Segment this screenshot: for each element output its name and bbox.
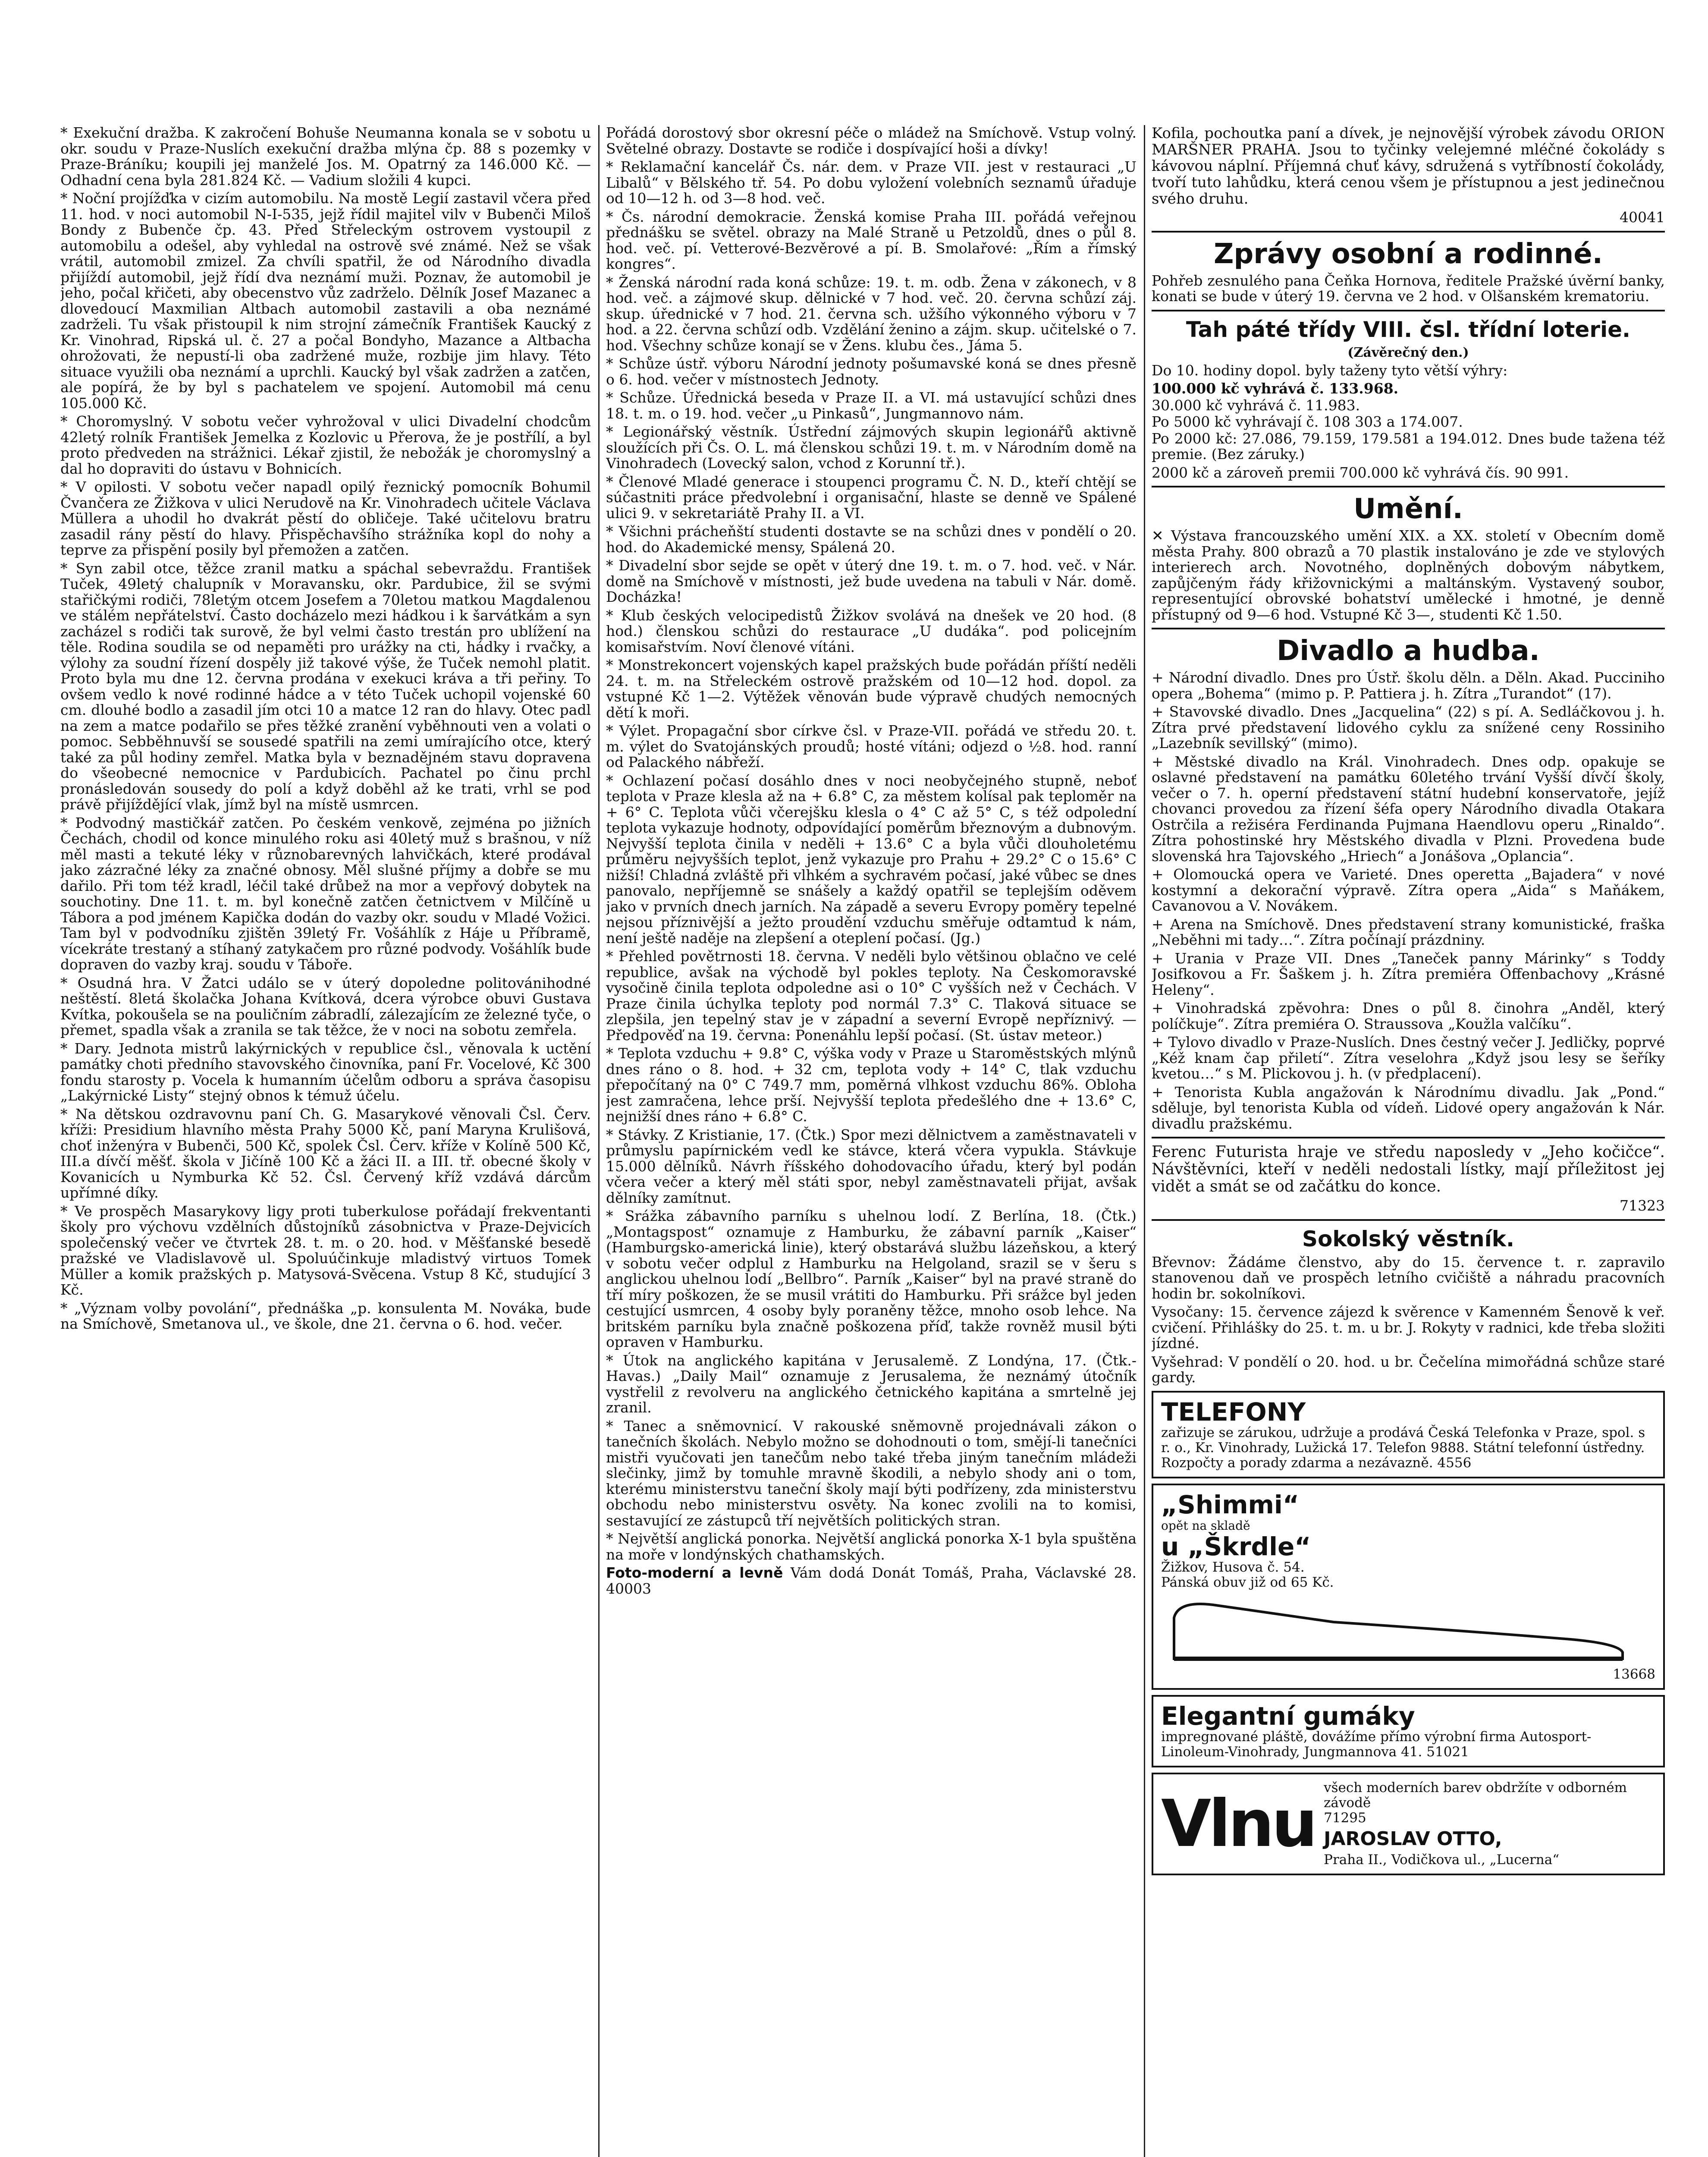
theatre-item: + Urania v Praze VII. Dnes „Taneček panny Márinky“ s Toddy Josifkovou a Fr. Šaškem j. h. Zítra premiéra Offenbachovy „Krásné Heleny“. xyxy=(1152,950,1665,998)
foto-ad xyxy=(606,1565,1137,1597)
column-2 xyxy=(606,125,1137,2157)
article: * Ochlazení počasí dosáhlo dnes v noci neobyčejného stupně, neboť teplota v Praze klesla až na + 6.8° C, za městem kolísal pak teploměr na + 6° C. Teplota vůči včerejšku klesla o 4° C až 5° C, s též odpolední teplota vykazuje hodnoty, odpovídající poměrům březnovým a dubnovým. Nejvyšší teplota činila v neděli + 13.6° C a byla vůči dlouholetému průměru nejvyšších teplot, jenž vykazuje pro Prahu + 29.2° C o 15.6° C nižší! Chladná zvláště při vlhkém a sychravém počasí, jaké vůbec se dnes panovalo, nepříjemně se snášely a každý opatřil se teplejším oděvem jako v prvních dnech jarních. Na západě a severu Evropy poměry tepelné nejsou příznivější a ježto proudění vzduchu směřuje odtamtud k nám, není ještě naděje na zlepšení a oteplení počasí. (Jg.) xyxy=(606,772,1137,946)
telefony-ad-code: 4556 xyxy=(1437,1455,1472,1471)
theatre-item: + Stavovské divadlo. Dnes „Jacquelina“ (22) s pí. A. Sedláčkovou j. h. Zítra prvé představení lidového cyklu za snížené ceny Rossiniho „Lazebník sevillský“ (mimo). xyxy=(1152,703,1665,751)
article: * Syn zabil otce, těžce zranil matku a spáchal sebevraždu. František Tuček, 49letý chalupník v Moravansku, okr. Pardubice, žil se svými stařičkými rodiči, 78letým otcem Josefem a 70letou matkou Magdalenou ve stálém nepřátelství. Často docházelo mezi hádkou i k šarvátkám a syn zacházel s rodiči tak surově, že byl velmi často trestán pro ublížení na těle. Rodina soudila se od nepaměti pro urážky na cti, hádky i rvačky, a výlohy za soudní řízení dospěly již takové výše, že Tuček nemohl platit. Proto byla mu dne 12. června prodána v exekuci kráva a tři peřiny. To ovšem vedlo k nové rodinné hádce a v této Tuček uchopil vojenské 60 cm. dlouhé bodlo a zasadil jím otci 10 a matce 12 ran do hlavy. Otec padl na zem a matce podařilo se přes těžké zranění vyběhnouti ven a volati o pomoc. Sebběhnuvší se sousedé spatřili na zemi umírajícího otce, který také za půl hodiny zemřel. Matka byla v beznadějném stavu dopravena do všeobecné nemocnice v Pardubicích. Pachatel po činu prchl pronásledován sousedy do polí a když doběhl až ke trati, vrhl se pod právě přijíždějící vlak, jímž byl na místě usmrcen. xyxy=(60,560,591,813)
theatre-item: + Národní divadlo. Dnes pro Ústř. školu děln. a Děln. Akad. Pucciniho opera „Bohema“ (mimo p. P. Pattiera j. h. Zítra „Turandot“ (17). xyxy=(1152,669,1665,702)
article: * Klub českých velocipedistů Žižkov svolává na dnešek ve 20 hod. (8 hod.) členskou schůzi do restaurace „U dudáka“. pod policejním komisařstvím. Noví členové vítáni. xyxy=(606,607,1137,655)
vlnu-ad-line1: všech moderních barev obdržíte v odborném závodě xyxy=(1324,1780,1627,1811)
shoe-icon xyxy=(1161,1592,1636,1665)
article: Pohřeb zesnulého pana Čeňka Hornova, ředitele Pražské úvěrní banky, konati se bude v úterý 19. června ve 2 hod. v Olšanském krematoriu. xyxy=(1152,272,1665,305)
column-1 xyxy=(60,125,591,2157)
telefony-ad-text: zařizuje se zárukou, udržuje a prodává Česká Telefonka v Praze, spol. s r. o., Kr. Vinohrady, Lužická 17. Telefon 9888. Státní telefonní ústředny. Rozpočty a porady zdarma a nezávazně. xyxy=(1161,1424,1645,1471)
article: * Noční projížďka v cizím automobilu. Na mostě Legií zastavil včera před 11. hod. v noci automobil N-I-535, jejž řídil majitel vilv v Bubenči Miloš Bondy z Bubenče čp. 43. Před Střeleckým ostrovem vystoupil z automobilu a odešel, aby vyhledal na ostrově své známé. Než se však vrátil, automobil zmizel. Za chvíli spatřil, že od Národního divadla přijíždí automobil, jejž řídí dva neznámí muži. Poznav, že automobil je jeho, počal křičeti, aby obecenstvo vůz zadrželo. Dělník Josef Mazanec a dlovedoucí Maxmilian Altbach automobil zastavili a oba neznámé zadrželi. Tu však přistoupil k nim strojní zámečník František Kaucký z Kr. Vinohrad, Ripská ul. č. 27 a počal Bondyho, Mazance a Altbacha ohrožovati, že nepustí-li oba zadržené muže, rozbije jim hlavy. Této situace využili oba neznámí a uprchli. Kaucký byl však zadržen a zatčen, ale popírá, že by byl s pachatelem ve spojení. Automobil má cenu 105.000 Kč. xyxy=(60,190,591,412)
theatre-item: + Tenorista Kubla angažován k Národnímu divadlu. Jak „Pond.“ sděluje, byl tenorista Kubla od vídeň. Lidové opery angažován k Nár. divadlu pražskému. xyxy=(1152,1083,1665,1132)
vlnu-ad-code: 71295 xyxy=(1324,1810,1366,1826)
article: * Dary. Jednota mistrů lakýrnických v republice čsl., věnovala k uctění památky choti předního stavovského činovníka, paní Fr. Vocelové, Kč 300 fondu starosty p. Vocela k humanním účelům odboru a správa časopisu „Lakýrnické Listy“ stejný obnos k témuž účelu. xyxy=(60,1040,591,1104)
article: Pořádá dorostový sbor okresní péče o mládež na Smíchově. Vstup volný. Světelné obrazy. Dostavte se rodiče i dospívající hoši a dívky! xyxy=(606,125,1137,157)
article: * Exekuční dražba. K zakročení Bohuše Neumanna konala se v sobotu u okr. soudu v Praze-Nuslích exekuční dražba mlýna čp. 88 s pozemky v Praze-Bráníku; koupili jej manželé Jos. M. Opatrný za 146.000 Kč. — Odhadní cena byla 281.824 Kč. — Vadium složili 4 kupci. xyxy=(60,125,591,189)
article: * Divadelní sbor sejde se opět v úterý dne 19. t. m. o 7. hod. več. v Nár. domě na Smíchově v místnosti, jež bude uvedena na tabuli v Nár. domě. Docházka! xyxy=(606,557,1137,605)
telefony-ad xyxy=(1152,1391,1665,1478)
shimmi-ad xyxy=(1152,1484,1665,1690)
article: * Na dětskou ozdravovnu paní Ch. G. Masarykové věnovali Čsl. Červ. kříži: Presidium hlavního města Prahy 5000 Kč, paní Maryna Krulišová, choť inženýra v Bubenči, 500 Kč, spolek Čsl. Červ. kříže v Kolíně 500 Kč, III.a dívčí měšť. škola v Jičíně 100 Kč a žáci II. a III. tř. obecné školy v Kovanicích u Nymburka Kč 52. Čsl. Červený kříž vzdává dárcům upřímné díky. xyxy=(60,1105,591,1201)
gumky-ad-code: 51021 xyxy=(1426,1744,1469,1760)
shimmi-ad-title2: u „Škrdle“ xyxy=(1161,1531,1311,1561)
sokol-item: Břevnov: Žádáme členstvo, aby do 15. července t. r. zapravilo stanovenou daň ve prospěch letního cvičiště a náhradu pracovních hodin br. sokolníkovi. xyxy=(1152,1253,1665,1302)
article: * Výlet. Propagační sbor církve čsl. v Praze-VII. pořádá ve středu 20. t. m. výlet do Svatojánských proudů; hosté vítáni; odjezd o ½8. hod. ranní od Palackého nábřeží. xyxy=(606,722,1137,770)
article: * Členové Mladé generace i stoupenci programu Č. N. D., kteří chtějí se súčastniti práce předvolební i organisační, hlaste se denně ve Spálené ulici 9. v sekretariátě Prahy II. a VI. xyxy=(606,473,1137,522)
article: * Schůze ústř. výboru Národní jednoty pošumavské koná se dnes přesně o 6. hod. večer v místnostech Jednoty. xyxy=(606,355,1137,388)
column-divider xyxy=(598,125,600,2157)
vlnu-ad xyxy=(1152,1773,1665,1875)
article: * Reklamační kancelář Čs. nár. dem. v Praze VII. jest v restauraci „U Libalů“ v Bělského tř. 54. Po dobu vyložení volebních seznamů úřaduje od 10—12 h. od 3—8 hod. več. xyxy=(606,158,1137,207)
foto-ad-text: Vám dodá Donát Tomáš, Praha, Václavské 28. xyxy=(790,1564,1137,1581)
foto-ad-code: 40003 xyxy=(606,1580,651,1597)
article: * Čs. národní demokracie. Ženská komise Praha III. pořádá veřejnou přednášku se světel. obrazy na Malé Straně u Petzoldů, dnes o půl 8. hod. več. pí. Vetterové-Bezvěrové a pí. B. Smolařové: „Řím a římský kongres“. xyxy=(606,208,1137,272)
column-divider xyxy=(1144,125,1145,2157)
loterie-line: Po 5000 kč vyhrávají č. 108 303 a 174.007. xyxy=(1152,413,1463,430)
divider xyxy=(1152,1219,1665,1221)
gumky-ad xyxy=(1152,1695,1665,1767)
section-heading-umeni: Umění. xyxy=(1353,493,1463,525)
article: * Stávky. Z Kristianie, 17. (Čtk.) Spor mezi dělnictvem a zaměstnavateli v průmyslu papírnickém vedl ke stávce, která včera vypukla. Stávkuje 15.000 dělníků. Návrh říšského dohodovacího úřadu, který byl podán včera večer a který měl státi spor, nebyl zaměstnavateli přijat, avšak dělníky zamítnut. xyxy=(606,1126,1137,1206)
telefony-ad-title: TELEFONY xyxy=(1161,1397,1306,1427)
divider xyxy=(1152,486,1665,487)
vlnu-ad-name: JAROSLAV OTTO, xyxy=(1324,1827,1502,1850)
article: * Legionářský věstník. Ústřední zájmových skupin legionářů aktivně sloužících při Čs. O. L. má členskou schůzi 19. t. m. v Národním domě na Vinohradech (Lovecký salon, vchod z Korunní tř.). xyxy=(606,423,1137,472)
article: * Útok na anglického kapitána v Jerusalemě. Z Londýna, 17. (Čtk.-Havas.) „Daily Mail“ oznamuje z Jerusalema, že neznámý útočník vystřelil z revolveru na anglického četnického kapitána a smrtelně jej zranil. xyxy=(606,1352,1137,1416)
shimmi-ad-title: „Shimmi“ xyxy=(1161,1490,1299,1519)
article: * Srážka zábavního parníku s uhelnou lodí. Z Berlína, 18. (Čtk.) „Montagspost“ oznamuje z Hamburku, že zábavní parník „Kaiser“ (Hamburgsko-americká linie), který obstarává službu lázeňskou, a který v sobotu večer odplul z Hamburku na Helgoland, srazil se v šeru s anglickou uhelnou lodí „Bellbro“. Parník „Kaiser“ byl na pravé straně do tří míry poškozen, že se musil vrátiti do Hamburku. Při srážce byl jeden cestující usmrcen, 4 osoby byly poraněny těžce, mnoho osob lehce. Na britském parníku byla značně poškozena příď, takže rovněž musil býti opraven v Hamburku. xyxy=(606,1207,1137,1350)
column-3 xyxy=(1152,125,1665,2157)
loterie-line: Do 10. hodiny dopol. byly taženy tyto větší výhry: xyxy=(1152,362,1508,379)
theatre-item: + Tylovo divadlo v Praze-Nuslích. Dnes čestný večer J. Jedličky, poprvé „Kéž knam čap přiletí“. Zítra veselohra „Když jsou lesy se šeříky kvetou…“ s M. Plickovou j. h. (v předplacení). xyxy=(1152,1034,1665,1082)
shimmi-ad-text: Žižkov, Husova č. 54. xyxy=(1161,1559,1305,1575)
vlnu-ad-addr: Praha II., Vodičkova ul., „Lucerna“ xyxy=(1324,1852,1560,1868)
futurista-ad-code: 71323 xyxy=(1620,1197,1665,1214)
divider xyxy=(1152,628,1665,629)
article: * Všichni prácheňští studenti dostavte se na schůzi dnes v pondělí o 20. hod. do Akademické mensy, Spálená 20. xyxy=(606,523,1137,556)
section-heading-divadlo: Divadlo a hudba. xyxy=(1277,635,1540,667)
shimmi-ad-code: 13668 xyxy=(1613,1666,1655,1682)
gumky-ad-title: Elegantní gumáky xyxy=(1161,1701,1415,1731)
loterie-line: 100.000 kč vyhrává č. 133.968. xyxy=(1152,380,1399,397)
theatre-item: + Vinohradská zpěvohra: Dnes o půl 8. činohra „Anděl, který políčkuje“. Zítra premiéra O. Straussova „Koužla valčíku“. xyxy=(1152,1000,1665,1032)
article: * Choromyslný. V sobotu večer vyhrožoval v ulici Divadelní chodcům 42letý rolník František Jemelka z Kozlovic u Přerova, že je postřílí, a byl proto předveden na strážnici. Lékař zjistil, že nebožák je choromyslný a dal ho dopraviti do ústavu v Bohnicích. xyxy=(60,413,591,477)
gumky-ad-text: impregnované pláště, dovážíme přímo výrobní firma Autosport-Linoleum-Vinohrady, Jungmannova 41. xyxy=(1161,1729,1592,1760)
shimmi-ad-note: opět na skladě xyxy=(1161,1518,1250,1533)
section-heading-loterie: Tah páté třídy VIII. čsl. třídní loterie. xyxy=(1186,317,1631,342)
article: ✕ Výstava francouzského umění XIX. a XX. století v Obecním domě města Prahy. 800 obrazů a 70 plastik instalováno je zde ve stylových interierech arch. Novotného, doplněných dobovým nábytkem, zapůjčeným řády křižovnickými a maltánským. Vystavený soubor, representující obrovské bohatství umělecké i hmotné, je denně přístupný od 9—6 hod. Vstupné Kč 3—, studenti Kč 1.50. xyxy=(1152,527,1665,623)
theatre-item: + Městské divadlo na Král. Vinohradech. Dnes odp. opakuje se oslavné představení na památku 60letého trvání Vyšší dívčí školy, večer o 7. h. operní představení státní hudební konservatoře, jejíž chovanci provedou za řízení šéfa opery Národního divadla Otakara Ostrčila a režiséra Ferdinanda Pujmana Haendlovu operu „Rinaldo“. Zítra pohostinské hry Městského divadla v Plzni. Provedena bude slovenská hra Tajovského „Hriech“ a Jonášova „Oplancia“. xyxy=(1152,753,1665,865)
shimmi-ad-text2: Pánská obuv již od 65 Kč. xyxy=(1161,1574,1334,1590)
article: * Přehled povětrnosti 18. června. V neděli bylo většinou oblačno ve celé republice, avšak na východě byl pokles teploty. Na Českomoravské vysočině činila teplota odpoledne asi o 10° C vyšších než v Čechách. V Praze činila úchylka teploty pod normál 7.3° C. Tlaková situace se zlepšila, jen tepelný stav je v západní a severní Evropě nepříznivý. — Předpověď na 19. června: Ponenáhlu lepší počasí. (St. ústav meteor.) xyxy=(606,948,1137,1044)
article: * Ve prospěch Masarykovy ligy proti tuberkulose pořádají frekventanti školy pro výchovu vzdělních důstojníků zásobnictva v Praze-Dejvicích společenský večer ve čtvrtek 28. t. m. o 20. hod. v Měšťanské besedě pražské ve Vladislavově ul. Spoluúčinkuje mladistvý virtuos Tomek Müller a komik pražských p. Matysová-Svěcena. Vstup 8 Kč, studující 3 Kč. xyxy=(60,1202,591,1298)
article: * „Význam volby povolání“, přednáška „p. konsulenta M. Nováka, bude na Smíchově, Smetanova ul., ve škole, dne 21. června o 6. hod. večer. xyxy=(60,1299,591,1332)
sokol-item: Vysočany: 15. července zájezd k svěrence v Kamenném Šenově k veř. cvičení. Přihlášky do 25. t. m. u br. J. Rokyty v radnici, kde třeba složiti jízdné. xyxy=(1152,1303,1665,1352)
article: * Teplota vzduchu + 9.8° C, výška vody v Praze u Staroměstských mlýnů dnes ráno o 8. hod. + 32 cm, teplota vody + 14° C, tlak vzduchu přepočítaný na 0° C 749.7 mm, poměrná vlhkost vzduchu 86%. Obloha jest zamračena, lehce prší. Nejvyšší teplota předešlého dne + 13.6° C, nejnižší dnes ráno + 6.8° C. xyxy=(606,1045,1137,1125)
article: * V opilosti. V sobotu večer napadl opilý řeznický pomocník Bohumil Čvančera ze Žižkova v ulici Nerudově na Kr. Vinohradech učitele Václava Müllera a uhodil ho dvakrát pěstí do obličeje. Také učitelovu bratru zasadil rány pěstí do hlavy. Přispěchavšího strážníka kopl do nohy a teprve za přispění posily byl přemožen a zatčen. xyxy=(60,478,591,558)
loterie-line: Po 2000 kč: 27.086, 79.159, 179.581 a 194.012. Dnes bude tažena též premie. (Bez záruky.) xyxy=(1152,430,1665,462)
article: * Ženská národní rada koná schůze: 19. t. m. odb. Žena v zákonech, v 8 hod. več. a zájmové skup. dělnické v 7 hod. več. 20. června schůzí záj. skup. úřednické v 7 hod. 21. června sch. užšího výkonného výboru v 7 hod. a 22. června schůzí odb. Vzdělání ženino a zájm. skup. učitelské o 7. hod. Všechny schůze konají se v Žens. klubu čes., Jáma 5. xyxy=(606,274,1137,354)
article: * Schůze. Úřednická beseda v Praze II. a VI. má ustavující schůzi dnes 18. t. m. o 19. hod. večer „u Pinkasů“, Jungmannovo nám. xyxy=(606,389,1137,422)
sokol-item: Vyšehrad: V pondělí o 20. hod. u br. Čečelína mimořádná schůze staré gardy. xyxy=(1152,1353,1665,1386)
newspaper-page xyxy=(60,125,1665,2157)
article: * Největší anglická ponorka. Největší anglická ponorka X-1 byla spuštěna na moře v londýnských chathamských. xyxy=(606,1530,1137,1563)
divider xyxy=(1152,310,1665,311)
theatre-item: + Arena na Smíchově. Dnes představení strany komunistické, fraška „Neběhni mi tady…“. Zítra počínají prázdniny. xyxy=(1152,915,1665,948)
foto-ad-title: Foto-moderní a levně xyxy=(606,1564,783,1581)
kofila-ad: Kofila, pochoutka paní a dívek, je nejnovější výrobek závodu ORION MARŠNER PRAHA. Jsou to tyčinky velejemné mléčné čokolády s kávovou náplní. Příjemná chuť kávy, sdružená s vytříbností čokolády, tvoří tuto lahůdku, která cenou všem je přístupnou a jest jedinečnou svého druhu. xyxy=(1152,125,1665,208)
article: * Osudná hra. V Žatci událo se v úterý dopoledne politovánihodné neštěstí. 8letá školačka Johana Kvítková, dcera výrobce obuvi Gustava Kvítka, pokoušela se na pouličním zábradlí, zálezajícím ze železné tyče, o přemet, spadla však a zranila se tak těžce, že v noci na sobotu zemřela. xyxy=(60,974,591,1038)
theatre-item: + Olomoucká opera ve Varieté. Dnes operetta „Bajadera“ v nové kostymní a dekorační výpravě. Zítra opera „Aida“ s Maňákem, Cavanovou a V. Novákem. xyxy=(1152,866,1665,914)
loterie-line: 30.000 kč vyhrává č. 11.983. xyxy=(1152,396,1360,414)
section-heading-sokol: Sokolský věstník. xyxy=(1302,1226,1514,1251)
loterie-line: 2000 kč a zároveň premii 700.000 kč vyhrává čís. 90 991. xyxy=(1152,464,1569,481)
futurista-ad: Ferenc Futurista hraje ve středu naposledy v „Jeho kočičce“. Návštěvníci, kteří v neděli nedostali lístky, mají příležitost jej vidět a smát se od začátku do konce. xyxy=(1152,1143,1665,1195)
divider xyxy=(1152,231,1665,233)
article: * Tanec a sněmovnicí. V rakouské sněmovně projednávali zákon o tanečních školách. Nebylo možno se dohodnouti o tom, smějí-li tanečníci mistři vyučovati jen tanečům nebo také třeba jiným tanečním mládeži slečinky, jimž by tomuhle mravně škodili, a nebylo shody ani o tom, kterému ministerstvu taneční školy mají býti podřízeny, zda ministerstvu obchodu nebo ministerstvu osvěty. Na konec zvolili na to komisi, sestavující ze zástupců tří největších politických stran. xyxy=(606,1417,1137,1529)
article: * Monstrekoncert vojenských kapel pražských bude pořádán příští neděli 24. t. m. na Střeleckém ostrově pražském od 10—12 hod. dopol. za vstupné Kč 1—2. Výtěžek věnován bude výpravě chudých nemocných dětí k moři. xyxy=(606,657,1137,721)
section-heading-zpravy: Zprávy osobní a rodinné. xyxy=(1214,238,1603,270)
article: * Podvodný mastičkář zatčen. Po českém venkově, zejména po jižních Čechách, chodil od konce minulého roku asi 40letý muž s brašnou, v níž měl masti a tekuté léky v různobarevných lahvičkách, které prodával jako zázračné léky za značné obnosy. Měl slušné příjmy a dobře se mu dařilo. Při tom též kradl, léčil také drůbež na mor a vepřový dobytek na souchotiny. Dne 11. t. m. byl konečně zatčen četnictvem v Milčíně u Tábora a pod jménem Kapička dodán do vazby okr. soudu v Mladé Vožici. Tam byl v podvodníku zjištěn 39letý Fr. Vošáhlík z Háje u Příbramě, vícekráte trestaný a stíhaný zatykačem pro různé podvody. Vošáhlík bude dopraven do vazby kraj. soudu v Táboře. xyxy=(60,814,591,973)
vlnu-ad-big: Vlnu xyxy=(1161,1786,1316,1861)
loterie-subtitle: (Závěrečný den.) xyxy=(1347,345,1469,360)
divider xyxy=(1152,1137,1665,1138)
kofila-ad-code: 40041 xyxy=(1620,209,1665,226)
